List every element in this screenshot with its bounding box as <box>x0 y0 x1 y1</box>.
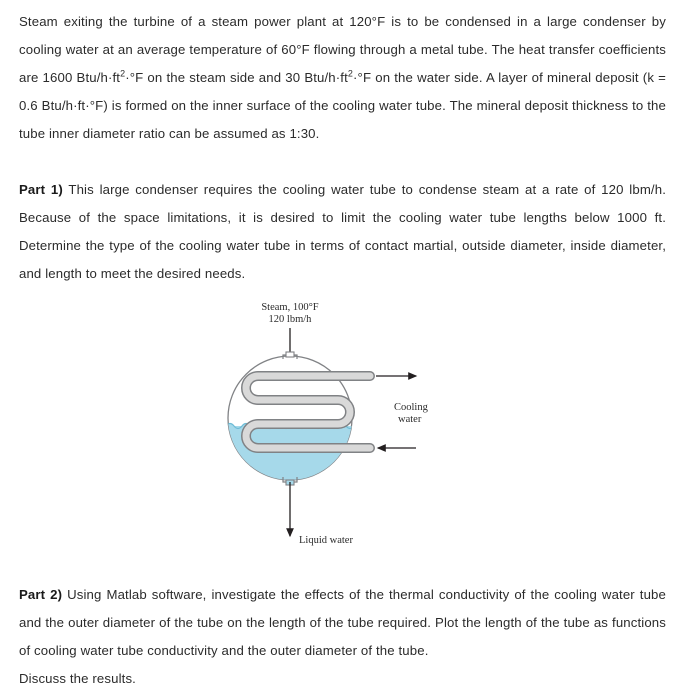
problem-statement-paragraph <box>19 8 666 148</box>
cooling-water-label-line-2: water <box>398 414 422 425</box>
part-1-body: This large condenser requires the cooling water tube to condense steam at a rate of 120 lbm/h. Because of the space limitations, it is desired to limit the cooling water tube lengths below 1000 ft. Determine the type of the cooling water tube in terms of contact martial, outside diameter, inside diameter, and length to meet the desired needs. <box>19 182 666 281</box>
condenser-figure <box>198 296 488 564</box>
part-2-paragraph <box>19 581 666 693</box>
problem-text-part-a: Steam exiting the turbine of a steam power plant at 120°F is to be condensed in a large condenser by cooling water at an average temperature of 60°F flowing through a metal tube. The heat transfer coefficients are 1600 Btu/h·ft <box>19 14 666 85</box>
part-2-label: Part 2) <box>19 587 63 602</box>
part-1-paragraph <box>19 176 666 288</box>
part-1-label: Part 1) <box>19 182 63 197</box>
superscript-2-first: 2 <box>120 68 126 79</box>
steam-inlet-flange <box>286 352 294 357</box>
problem-text-part-b: ·°F on the steam side and 30 Btu/h·ft <box>125 70 348 85</box>
steam-label-line-2: 120 lbm/h <box>268 314 312 325</box>
part-2-body: Using Matlab software, investigate the effects of the thermal conductivity of the cooling water tube and the outer diameter of the tube on the length of the tube required. Plot the length of the tube as functions of cooling water tube conductivity and the outer diameter of the tube. <box>19 587 666 658</box>
cooling-water-label-line-1: Cooling <box>394 402 428 413</box>
problem-text-part-c: ·°F on the water side. A layer of mineral deposit (k = 0.6 Btu/h·ft·°F) is formed on the inner surface of the cooling water tube. The mineral deposit thickness to the tube inner diameter ratio can be assumed as 1:30. <box>19 70 666 141</box>
steam-label-line-1: Steam, 100°F <box>261 302 319 313</box>
superscript-2-second: 2 <box>347 68 354 79</box>
part-2-last-line: Discuss the results. <box>19 671 136 686</box>
liquid-water-label: Liquid water <box>299 535 353 546</box>
